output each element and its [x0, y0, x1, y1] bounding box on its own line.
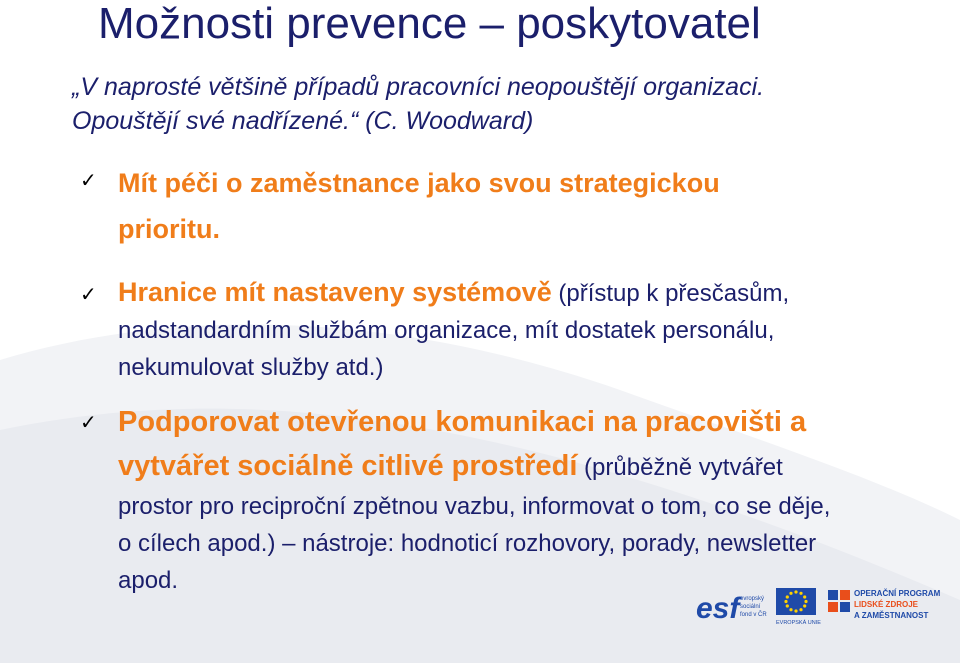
bullet-1	[118, 160, 738, 252]
check-icon: ✓	[80, 284, 97, 306]
check-icon: ✓	[80, 170, 97, 192]
op-line-3: A ZAMĚSTNANOST	[854, 611, 929, 620]
bullet-1-emphasis: Mít péči o zaměstnance jako svou strategickou prioritu.	[118, 168, 720, 244]
eu-flag-icon	[776, 588, 816, 615]
bullet-3-emphasis: Podporovat otevřenou komunikaci na pracovišti a vytvářet sociálně citlivé prostředí	[118, 406, 807, 482]
funding-logos	[696, 584, 956, 634]
page-title: Možnosti prevence – poskytovatel	[98, 0, 761, 48]
bullet-2-emphasis: Hranice mít nastaveny systémově	[118, 277, 552, 307]
eu-text: EVROPSKÁ UNIE	[776, 620, 821, 626]
esf-logo-mark: esf	[696, 592, 740, 625]
quote: „V naprosté většině případů pracovníci neopouštějí organizaci. Opouštějí své nadřízené.“ (C. Woodward)	[72, 73, 765, 135]
op-lzz-logo-icon	[828, 590, 850, 612]
esf-text-3: fond v ČR	[740, 612, 767, 618]
bullet-2	[118, 274, 818, 386]
esf-text-1: evropský	[740, 596, 765, 602]
bullet-3	[118, 400, 838, 599]
check-icon: ✓	[80, 412, 97, 434]
op-line-2: LIDSKÉ ZDROJE	[854, 600, 919, 609]
esf-text-2: sociální	[740, 604, 761, 610]
bullet-3-detail: (průběžně vytvářet prostor pro reciproční zpětnou vazbu, informovat o tom, co se děje, o cílech apod.) – nástroje: hodnoticí rozhovory, porady, newsletter apod.	[118, 454, 831, 594]
op-line-1: OPERAČNÍ PROGRAM	[854, 589, 941, 598]
bullet-2-detail: (přístup k přesčasům, nadstandardním službám organizace, mít dostatek personálu, nekumulovat služby atd.)	[118, 280, 790, 381]
